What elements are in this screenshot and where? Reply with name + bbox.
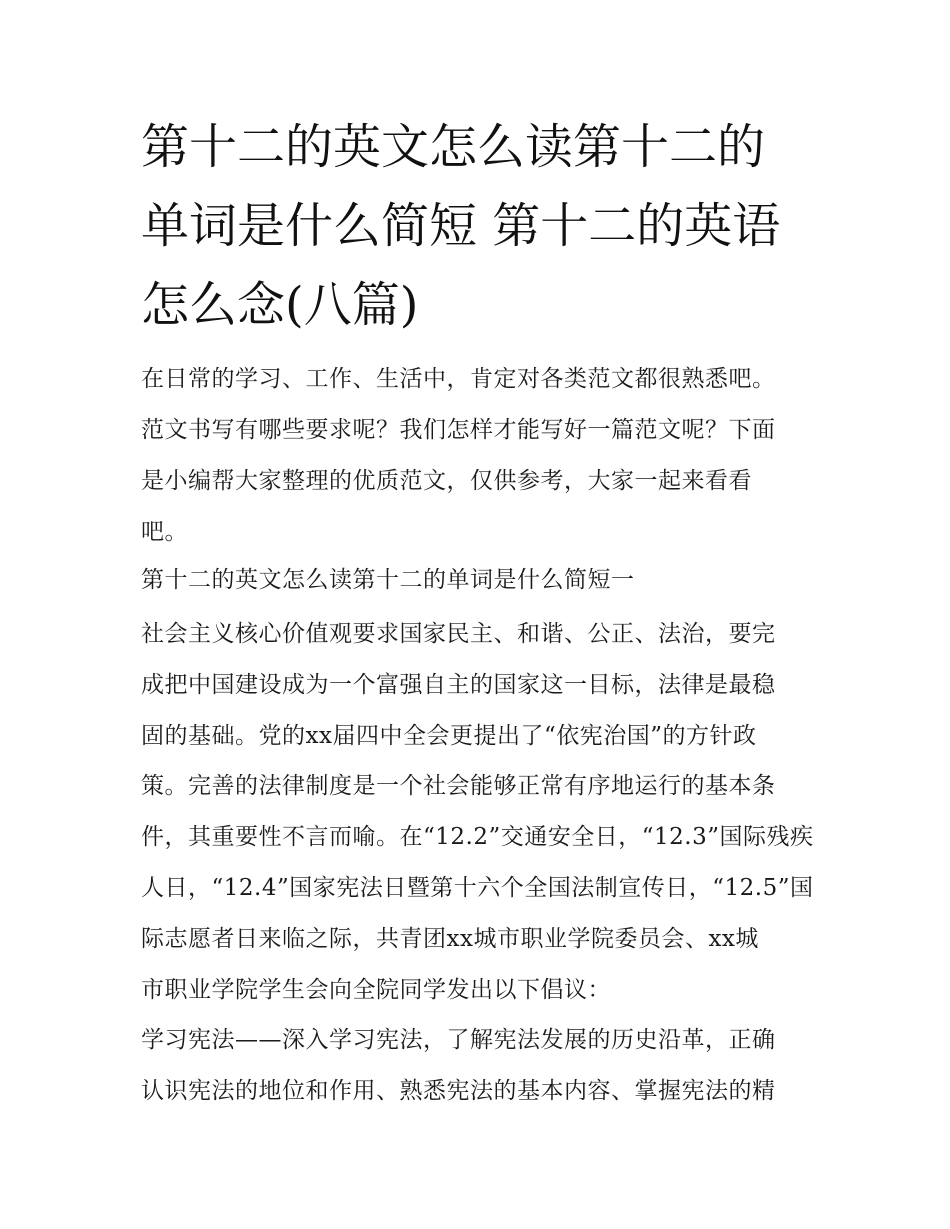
intro-paragraph-line: 范文书写有哪些要求呢？我们怎样才能写好一篇范文呢？下面	[141, 417, 776, 443]
body-paragraph-line: 件，其重要性不言而喻。在“12.2”交通安全日，“12.3”国际残疾	[141, 824, 814, 850]
body-paragraph-line: 市职业学院学生会向全院同学发出以下倡议：	[141, 977, 611, 1003]
section-heading: 第十二的英文怎么读第十二的单词是什么简短一	[141, 567, 635, 593]
body-paragraph-line: 人日，“12.4”国家宪法日暨第十六个全国法制宣传日，“12.5”国	[141, 875, 814, 901]
body-paragraph-line: 成把中国建设成为一个富强自主的国家这一目标，法律是最稳	[141, 672, 776, 698]
body-paragraph-line: 固的基础。党的xx届四中全会更提出了“依宪治国”的方针政	[141, 723, 757, 749]
intro-paragraph-line: 是小编帮大家整理的优质范文，仅供参考，大家一起来看看	[141, 468, 752, 494]
document-title-line-1: 第十二的英文怎么读第十二的	[141, 119, 766, 175]
document-title-line-2: 单词是什么简短 第十二的英语	[141, 198, 781, 254]
body-paragraph-line: 际志愿者日来临之际，共青团xx城市职业学院委员会、xx城	[141, 926, 759, 952]
body-paragraph-line: 学习宪法——深入学习宪法，了解宪法发展的历史沿革，正确	[141, 1027, 776, 1053]
document-title-line-3: 怎么念(八篇)	[141, 277, 419, 333]
body-paragraph-line: 策。完善的法律制度是一个社会能够正常有序地运行的基本条	[141, 773, 776, 799]
intro-paragraph-line: 吧。	[141, 519, 188, 545]
intro-paragraph-line: 在日常的学习、工作、生活中，肯定对各类范文都很熟悉吧。	[141, 366, 776, 392]
body-paragraph-line: 社会主义核心价值观要求国家民主、和谐、公正、法治，要完	[141, 621, 776, 647]
body-paragraph-line: 认识宪法的地位和作用、熟悉宪法的基本内容、掌握宪法的精	[141, 1078, 776, 1104]
